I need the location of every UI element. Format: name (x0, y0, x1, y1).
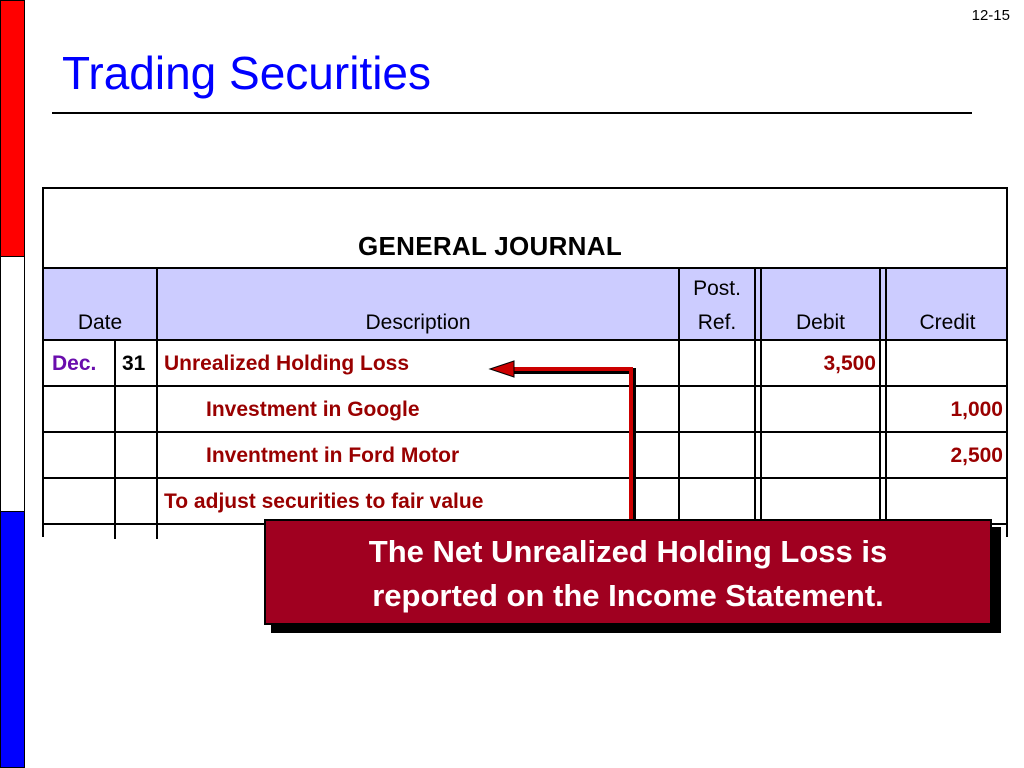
entry-explanation: To adjust securities to fair value (164, 490, 484, 513)
row-rule (44, 431, 1006, 433)
column-rule (754, 269, 756, 539)
callout-line-1: The Net Unrealized Holding Loss is (368, 534, 888, 569)
decor-stripe-white (0, 256, 25, 512)
entry-credit-account: Inventment in Ford Motor (206, 444, 460, 467)
column-rule (879, 269, 881, 539)
entry-debit-account: Unrealized Holding Loss (164, 352, 410, 375)
slide-number: 12-15 (971, 7, 1010, 24)
header-top-rule (44, 267, 1006, 269)
header-post-ref-line2: Ref. (697, 311, 737, 334)
entry-day: 31 (122, 352, 146, 375)
entry-debit-amount: 3,500 (823, 352, 876, 375)
header-debit: Debit (795, 311, 846, 334)
decor-stripe-red (0, 0, 25, 257)
slide-title: Trading Securities (62, 47, 432, 99)
decor-stripe-blue (0, 511, 25, 768)
header-date: Date (77, 311, 123, 334)
header-credit: Credit (919, 311, 976, 334)
entry-credit-account: Investment in Google (206, 398, 420, 421)
entry-credit-amount: 1,000 (950, 398, 1003, 421)
header-post-ref-line1: Post. (693, 277, 741, 300)
callout-box (264, 519, 992, 625)
title-underline (52, 112, 972, 114)
callout-line-2: reported on the Income Statement. (372, 578, 884, 613)
entry-month: Dec. (52, 352, 97, 375)
entry-credit-amount: 2,500 (950, 444, 1003, 467)
header-description: Description (365, 311, 471, 334)
general-journal (42, 187, 1008, 537)
journal-title: GENERAL JOURNAL (357, 231, 623, 261)
column-rule (114, 341, 116, 539)
